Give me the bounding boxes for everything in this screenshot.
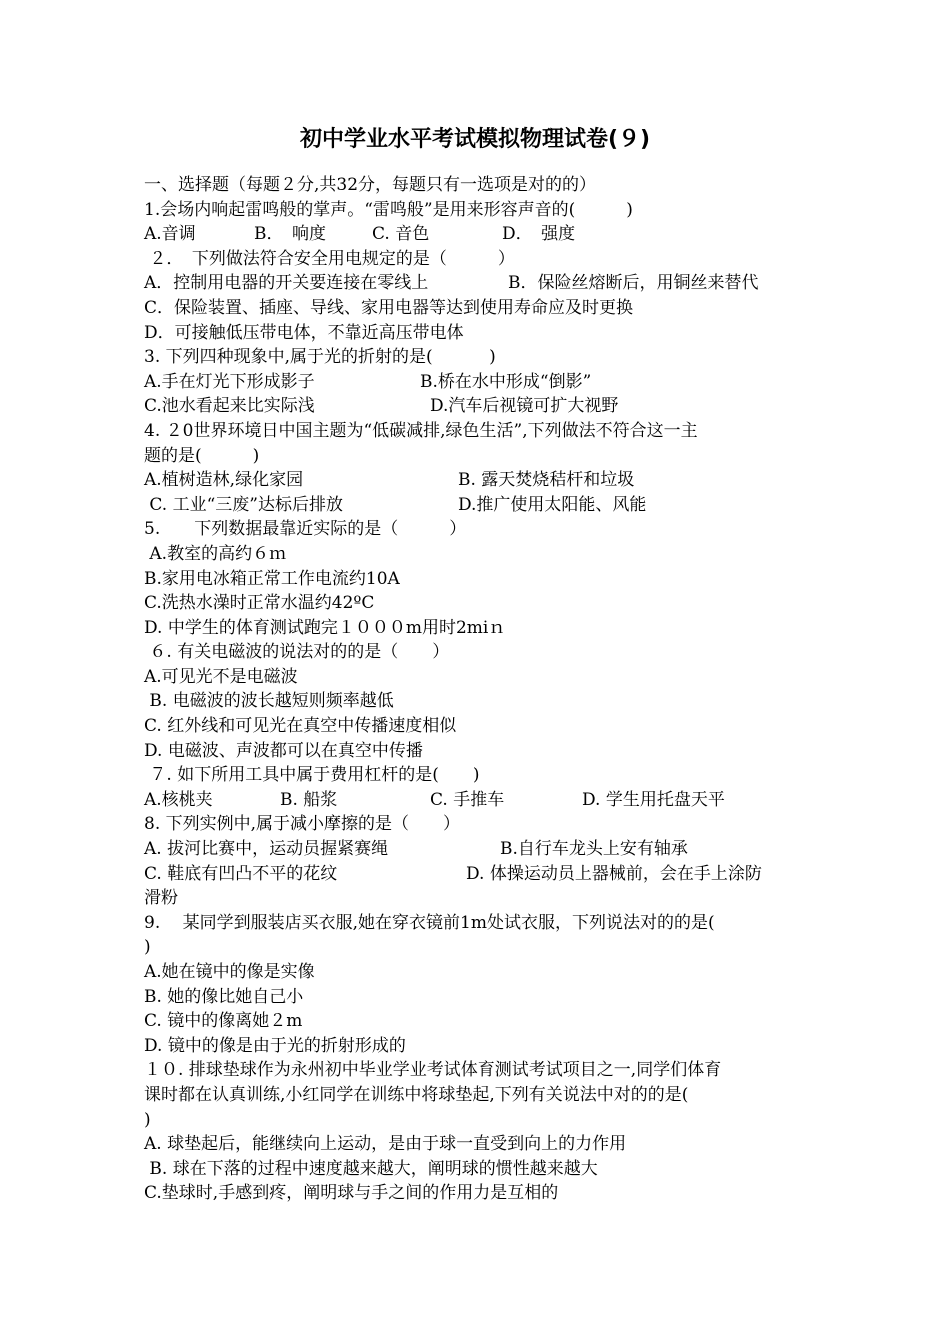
q10-option-b: B. 球在下落的过程中速度越来越大，阐明球的惯性越来越大: [144, 1158, 598, 1179]
q2-options-ab: [144, 271, 810, 296]
q8-option-c: C. 鞋底有凹凸不平的花纹: [144, 863, 338, 884]
q1-option-a: A.音调: [144, 224, 196, 245]
q8-option-b: B.自行车龙头上安有轴承: [500, 839, 688, 860]
q8-option-a: A. 拔河比赛中，运动员握紧赛绳: [144, 839, 389, 860]
q3-options-cd: [144, 394, 810, 419]
q2-option-d: D．可接触低压带电体，不靠近高压带电体: [144, 322, 464, 343]
q2-option-b: B．保险丝熔断后，用铜丝来替代: [508, 273, 759, 294]
q4-options-ab: [144, 468, 810, 493]
q1-option-c: C. 音色: [372, 224, 430, 245]
q3-option-a: A.手在灯光下形成影子: [144, 371, 315, 392]
section-heading: 一、选择题（每题２分,共32分，每题只有一选项是对的的）: [144, 175, 597, 195]
q5-option-a: A.教室的高约６ｍ: [144, 543, 287, 564]
q6-option-a: A.可见光不是电磁波: [144, 666, 298, 687]
q4-option-a: A.植树造林,绿化家园: [144, 470, 304, 491]
q10-stem-line3: ): [144, 1109, 151, 1130]
q5-option-c: C.洗热水澡时正常水温约42ºC: [144, 593, 375, 614]
q10-option-a: A. 球垫起后，能继续向上运动，是由于球一直受到向上的力作用: [144, 1134, 627, 1155]
q7-option-b: B. 船浆: [280, 789, 338, 810]
q3-option-d: D.汽车后视镜可扩大视野: [430, 396, 619, 417]
q4-option-c: C. 工业“三废”达标后排放: [144, 494, 343, 515]
q3-stem: 3. 下列四种现象中,属于光的折射的是( ): [144, 347, 496, 368]
q6-stem: ６. 有关电磁波的说法对的的是（ ）: [144, 642, 450, 663]
q2-option-c: C．保险装置、插座、导线、家用电器等达到使用寿命应及时更换: [144, 297, 634, 318]
q3-option-c: C.池水看起来比实际浅: [144, 396, 315, 417]
q7-option-c: C. 手推车: [430, 789, 505, 810]
q4-options-cd: [144, 493, 810, 518]
q4-stem-line1: 4. ２0世界环境日中国主题为“低碳减排,绿色生活”,下列做法不符合这一主: [144, 420, 698, 441]
q9-stem-line1: 9. 某同学到服装店买衣服,她在穿衣镜前1m处试衣服，下列说法对的的是(: [144, 912, 715, 933]
q4-stem-line2: 题的是( ): [144, 445, 260, 466]
q8-option-d: D. 体操运动员上器械前，会在手上涂防: [466, 863, 762, 884]
q10-stem-line2: 课时都在认真训练,小红同学在训练中将球垫起,下列有关说法中对的的是(: [144, 1084, 689, 1105]
q8-options-cd: [144, 862, 810, 887]
q4-option-b: B. 露天焚烧秸杆和垃圾: [458, 470, 635, 491]
q1-stem: 1.会场内响起雷鸣般的掌声。“雷鸣般”是用来形容声音的( ): [144, 199, 633, 220]
q8-stem: 8. 下列实例中,属于减小摩擦的是（ ）: [144, 814, 461, 835]
q2-stem: ２． 下列做法符合安全用电规定的是（ ）: [144, 248, 515, 269]
q5-option-d: D. 中学生的体育测试跑完１０００m用时2miｎ: [144, 617, 506, 638]
q7-option-d: D. 学生用托盘天平: [582, 789, 725, 810]
q8-option-d-continued: 滑粉: [144, 888, 178, 909]
q1-options: [144, 222, 810, 247]
question-list: [144, 173, 810, 1206]
q2-option-a: A．控制用电器的开关要连接在零线上: [144, 273, 429, 294]
q10-option-c: C.垫球时,手感到疼，阐明球与手之间的作用力是互相的: [144, 1183, 559, 1204]
q9-option-d: D. 镜中的像是由于光的折射形成的: [144, 1035, 406, 1056]
q6-option-b: B. 电磁波的波长越短则频率越低: [144, 691, 394, 712]
q3-options-ab: [144, 370, 810, 395]
q3-option-b: B.桥在水中形成“倒影”: [420, 371, 592, 392]
q9-option-a: A.她在镜中的像是实像: [144, 962, 315, 982]
q1-option-d: D． 强度: [502, 224, 576, 245]
q7-stem: ７. 如下所用工具中属于费用杠杆的是( ): [144, 765, 480, 786]
q5-option-b: B.家用电冰箱正常工作电流约10A: [144, 568, 400, 589]
q4-option-d: D.推广使用太阳能、风能: [458, 494, 647, 515]
q10-stem-line1: １０. 排球垫球作为永州初中毕业学业考试体育测试考试项目之一,同学们体育: [144, 1060, 722, 1081]
q6-option-d: D. 电磁波、声波都可以在真空中传播: [144, 740, 423, 761]
page-title: 初中学业水平考试模拟物理试卷(９): [299, 127, 651, 152]
q9-option-b: B. 她的像比她自己小: [144, 986, 304, 1007]
q7-options: [144, 788, 810, 813]
q5-stem: 5. 下列数据最靠近实际的是（ ）: [144, 519, 467, 540]
q6-option-c: C. 红外线和可见光在真空中传播速度相似: [144, 716, 457, 737]
q9-option-c: C. 镜中的像离她２m: [144, 1011, 303, 1032]
q9-stem-line2: ): [144, 937, 151, 958]
q1-option-b: B． 响度: [254, 224, 326, 245]
q8-options-ab: [144, 837, 810, 862]
q7-option-a: A.核桃夹: [144, 789, 213, 810]
